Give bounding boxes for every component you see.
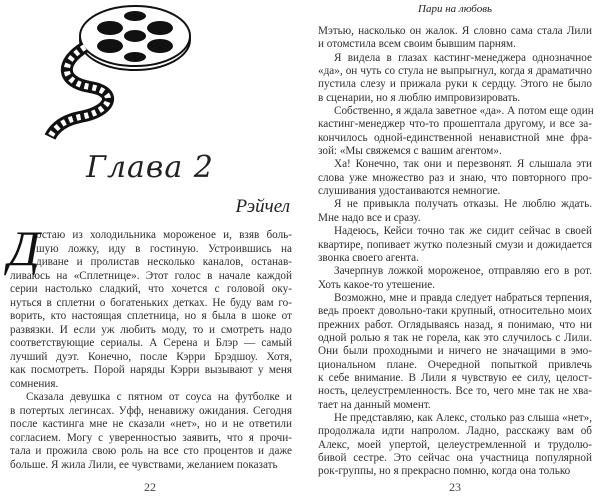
film-reel-icon: [40, 2, 200, 142]
text-line: как посмотреть. Порой наряды Кэрри вызывают у меня: [10, 364, 292, 376]
text-line: Собственно, я ждала заветное «да». А потом еще один: [334, 105, 594, 118]
text-line: Мэтью, насколько он жалок. Я словно сама стала Лили: [318, 25, 592, 37]
text-line: шую ложку, иду в гостиную. Устроившись на: [36, 242, 292, 255]
text-line: в сценарии, но я люблю импровизировать.: [318, 91, 521, 104]
text-line: больше. Я жила Лили, ее чувствами, желанием показать: [10, 458, 278, 471]
text-line: Зачерпнув ложкой мороженое, отправляю его в рот.: [334, 265, 592, 278]
text-line: Возможно, мне и правда следует набраться терпения,: [334, 291, 592, 304]
text-line: остаю из холодильника мороженое и, взяв боль-: [36, 229, 292, 241]
text-line: квартире, попивает жутко полезный смузи и дожидается: [318, 238, 592, 251]
running-head: Пари на любовь: [418, 3, 492, 15]
text-line: серии настолько сладкий, что хочется с головой оку-: [10, 283, 292, 295]
text-line: кастинг-менеджер что-то прошептала другому, и все за-: [318, 118, 592, 131]
right-page-text: [318, 25, 592, 479]
text-line: продолжала идти напролом. Ладно, расскажу вам об: [318, 425, 592, 438]
text-line: слова уже множество раз и знаю, что повторного про-: [318, 171, 592, 184]
text-line: диване и пролистав несколько каналов, останав-: [36, 256, 292, 268]
character-name: Рэйчел: [235, 196, 290, 217]
text-line: в потертых легинсах. Уфф, ненавижу ожидания. Сегодня: [10, 404, 292, 417]
text-line: ность, целеустремленность. Все то, чего мне так не хва-: [318, 385, 592, 398]
text-line: прежних работ. Оглядываясь назад, я понимаю, что ни: [318, 318, 592, 331]
text-line: Хоть какое-то утешение.: [318, 278, 436, 291]
text-line: Ха! Конечно, так они и перезвонят. Я слышала эти: [334, 158, 592, 171]
text-line: тает на данный момент.: [318, 398, 431, 411]
text-line: циональном плане. Очередной попыткой привлечь: [318, 358, 592, 371]
text-line: бивой сестре. Это сейчас она участница популярной: [318, 452, 592, 464]
text-line: Алекс, моей упертой, целеустремленной и трудолю-: [318, 438, 592, 451]
text-line: кончилось одной-единственной ненавистной мне фра-: [318, 131, 592, 144]
text-line: рок-группы, но я прекрасно помню, когда она только: [318, 465, 571, 478]
left-page-text: [8, 220, 292, 472]
text-line: пустила слезу и прижала руки к сердцу. Этого не было: [318, 78, 592, 91]
text-line: ворить, кто настоящая сплетница, но я была в шоке от: [10, 310, 292, 322]
text-line: к себе внимание. В Лили я чувствую ее силу, целост-: [318, 371, 592, 384]
text-line: звонка своего агента.: [318, 251, 419, 264]
text-line: Я не привыкла получать отказы. Не люблю ждать.: [334, 198, 592, 211]
text-line: Они были проходными и ничего не значащими в эмо-: [318, 345, 592, 358]
text-line: Мне надо все и сразу.: [318, 211, 421, 224]
text-line: Сказала девушка с пятном от соуса на футболке и: [26, 391, 292, 403]
text-line: одной ролью я так не горела, как это случилось с Лили.: [318, 331, 592, 344]
text-line: сомнения.: [10, 377, 59, 390]
text-line: ливаюсь на «Сплетнице». Этот голос в начале каждой: [10, 269, 292, 282]
text-line: слушивания удостаиваются немногие.: [318, 185, 501, 198]
page-number-left: 22: [144, 480, 156, 494]
text-line: Я видела в глазах кастинг-менеджера однозначное: [334, 51, 592, 64]
text-line: после кастинга мне не сказали «нет», но и не ответили: [10, 418, 292, 430]
text-line: Надеюсь, Кейси точно так же сидит сейчас в своей: [334, 225, 592, 238]
text-line: лучший дуэт. Конечно, после Кэрри Брэдшоу. Хотя,: [10, 350, 292, 363]
text-line: нуться в сплетни о богатеньких детках. Не буду вам го-: [10, 296, 292, 309]
right-page: [300, 0, 600, 497]
text-line: ведь проект довольно-таки крупный, относительно моих: [318, 305, 592, 318]
page-number-right: 23: [449, 480, 461, 494]
text-line: и отомстила всем своим бывшим парням.: [318, 38, 516, 51]
text-line: Не представляю, как Алекс, столько раз слыша «нет»,: [334, 411, 592, 424]
text-line: зой: «Мы свяжемся с вашим агентом».: [318, 145, 502, 158]
drop-cap: Д: [8, 220, 40, 276]
text-line: согласием. Могу с уверенностью заявить, что я прочи-: [10, 431, 292, 444]
text-line: соответствующие сериалы. А Серена и Блэр — самый: [10, 337, 292, 349]
chapter-title: Глава 2: [86, 150, 214, 185]
text-line: тала и прожила свою роль на все сто процентов и даже: [10, 445, 292, 457]
text-line: «да», он чуть со стула не выпрыгнул, когда я драматично: [318, 65, 592, 78]
text-line: развязки. И если уж любить моду, то и смотреть надо: [10, 323, 292, 336]
